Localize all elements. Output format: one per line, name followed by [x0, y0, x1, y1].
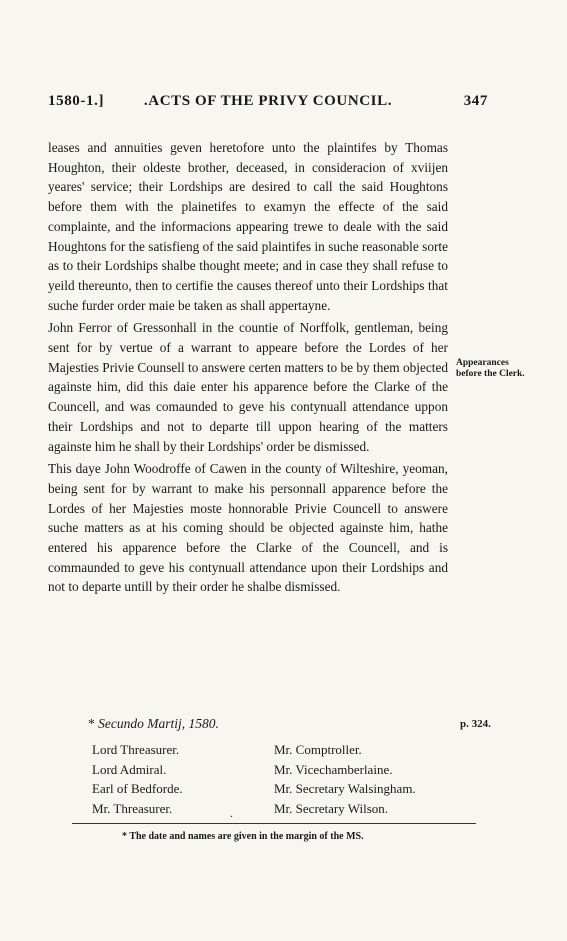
paragraph-woodroffe: This daye John Woodroffe of Cawen in the county of Wilteshire, yeoman, being sent for by warrant to make his personnall apparence before the Lordes of her Majesties moste honnorable Privie Councell to answere suche matters as at his coming should be objected againste him, hathe entered his apparence before the Clarke of the Councell, and is commaunded to geve his contynuall attendance upon their Lordships and not to departe untill by their order he shalbe dismissed.	[48, 461, 448, 595]
header-years: 1580-1.]	[48, 93, 105, 109]
manuscript-page-ref: p. 324.	[460, 718, 491, 730]
paragraph-ferror: John Ferror of Gressonhall in the countie of Norffolk, gentleman, being sent for by vertue of a warrant to appeare before the Lordes of her Majesties Privie Counsell to answere certen matters to be by them objected againste him, did this daie enter his apparence before the Clarke of the Councell, and was comaunded to geve his contynuall attendance uppon their Lordships and not to departe till uppon hearing of the matters againste him he shall by their Lordships' order be dismissed.	[48, 320, 448, 454]
footnote-marker: *	[88, 716, 95, 731]
meeting-date-text: Secundo Martij, 1580.	[98, 716, 219, 731]
attendee-column-right	[274, 740, 416, 818]
attendee: Mr. Vicechamberlaine.	[274, 761, 393, 777]
footnote: * The date and names are given in the margin of the MS.	[122, 831, 364, 842]
attendee: Lord Threasurer.	[92, 742, 180, 757]
page-number: 347	[463, 93, 488, 109]
paragraph-houghton: leases and annuities geven heretofore unto the plaintifes by Thomas Houghton, their oldeste brother, deceased, in consideracion of xviijen yeares' service; their Lordships are desired to call the said Houghtons before them with the plainetifes to examyn the effecte of the said complainte, and the informacions appearing trewe to deale with the said Houghtons for the satisfieng of the said plaintifes in suche reasonable sorte as to their Lordships shalbe thought meete; and in case they shall refuse to yeild thereunto, then to certifie the causes thereof unto their Lordships that suche furder order maie be taken as shall appertayne.	[48, 140, 448, 313]
attendee-column-left	[92, 740, 183, 818]
attendee: Earl of Bedforde.	[92, 781, 183, 796]
attendee: Mr. Secretary Wilson.	[274, 800, 389, 816]
attendee: Mr. Comptroller.	[274, 742, 362, 757]
meeting-date	[88, 716, 219, 732]
body-text	[48, 138, 448, 597]
footnote-divider	[72, 823, 476, 824]
attendee: Lord Admiral.	[92, 761, 167, 777]
attendee: Mr. Threasurer.	[92, 800, 173, 816]
header-title: .ACTS OF THE PRIVY COUNCIL.	[143, 93, 393, 109]
margin-note: Appearances before the Clerk.	[456, 358, 525, 379]
stray-dot: .	[230, 806, 233, 820]
attendee: Mr. Secretary Walsingham.	[274, 781, 416, 796]
